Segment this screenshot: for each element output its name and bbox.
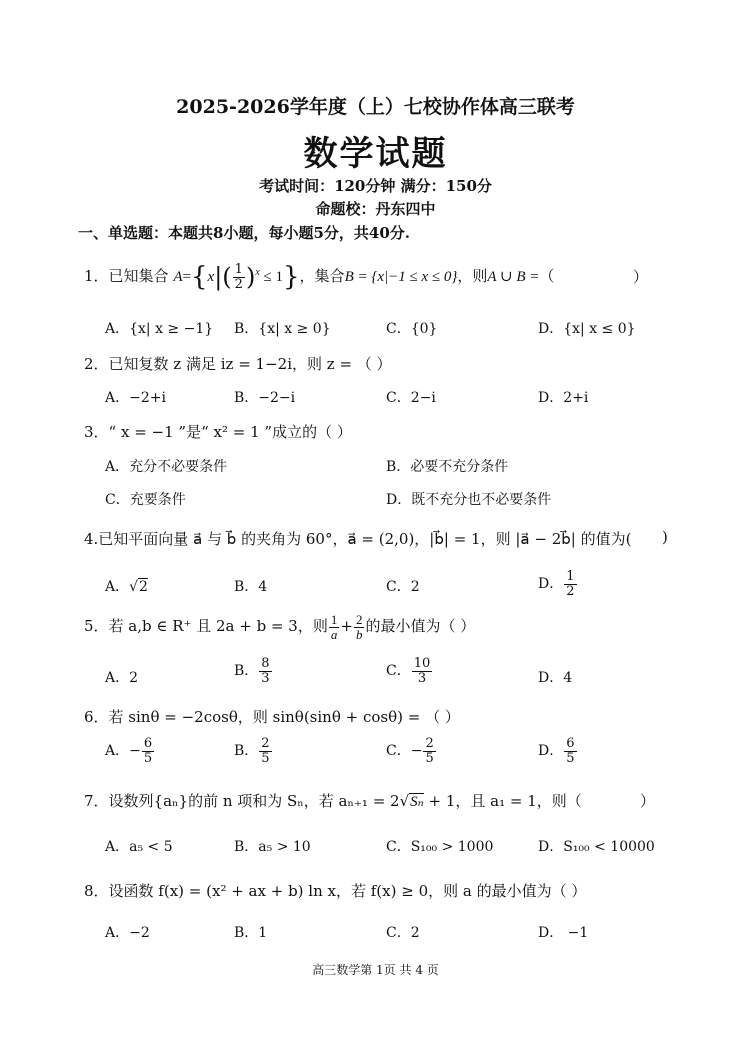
- question-2: 2．已知复数 z 满足 iz = 1−2i，则 z = （ ）: [84, 355, 392, 373]
- question-text: 已知集合: [108, 267, 169, 285]
- fraction: $\frac{10}{3}$: [413, 656, 431, 686]
- option-a[interactable]: A．−2+i: [105, 390, 166, 406]
- option-a[interactable]: A．a₅ < 5: [105, 839, 173, 855]
- subject-title: 数学试题: [303, 134, 448, 174]
- option-b[interactable]: B． $\frac{8}{3}$: [234, 656, 270, 686]
- option-a[interactable]: A．充分不必要条件: [105, 459, 228, 475]
- option-b[interactable]: B．4: [234, 579, 268, 595]
- option-d[interactable]: D．既不充分也不必要条件: [386, 492, 552, 508]
- question-1: 1．已知集合 A={x|( $\frac{1}{2}$ )$^x$ ≤ 1}，集合B = {x|−1 ≤ x ≤ 0}，则A ∪ B =（: [84, 261, 555, 292]
- option-d[interactable]: D． $\frac{1}{2}$: [538, 569, 575, 599]
- option-b[interactable]: B．−2−i: [234, 390, 296, 406]
- set-b: B = {x|−1 ≤ x ≤ 0}: [344, 269, 458, 285]
- option-b[interactable]: B． $\frac{2}{5}$: [234, 736, 270, 766]
- option-a[interactable]: A．2: [105, 670, 139, 686]
- fraction: $\frac{8}{3}$: [261, 656, 270, 686]
- proposing-school: 命题校：丹东四中: [315, 200, 436, 218]
- option-c[interactable]: C．2: [386, 925, 420, 941]
- page-footer: 高三数学第 1页 共 4 页: [312, 963, 439, 977]
- option-b[interactable]: B．1: [234, 925, 268, 941]
- option-c[interactable]: C． $\frac{10}{3}$: [386, 656, 431, 686]
- sqrt-icon: √: [129, 579, 139, 595]
- sqrt-icon: √: [399, 792, 410, 810]
- question-number: 1．: [84, 267, 109, 285]
- fraction: $\frac{1}{a}$: [330, 612, 338, 642]
- option-b[interactable]: B．{x| x ≥ 0}: [234, 321, 331, 337]
- union-expression: A ∪ B =: [487, 269, 540, 285]
- option-a[interactable]: A．{x| x ≥ −1}: [105, 321, 214, 337]
- answer-paren: ): [662, 528, 668, 546]
- exam-time-info: 考试时间：120分钟 满分：150分: [259, 177, 492, 195]
- option-c[interactable]: C．2−i: [386, 390, 436, 406]
- option-c[interactable]: C．2: [386, 579, 420, 595]
- fraction: $\frac{2}{5}$: [261, 736, 270, 766]
- fraction: $\frac{2}{b}$: [355, 612, 363, 642]
- option-c[interactable]: C．充要条件: [105, 492, 186, 508]
- question-5: 5．若 a,b ∈ R⁺ 且 2a + b = 3，则 $\frac{1}{a}$ + $\frac{2}{b}$ 的最小值为（ ）: [84, 612, 476, 642]
- question-8: 8．设函数 f(x) = (x² + ax + b) ln x，若 f(x) ≥ 0，则 a 的最小值为（ ）: [84, 882, 587, 900]
- option-a[interactable]: A．√2: [105, 579, 148, 595]
- option-d[interactable]: D．2+i: [538, 390, 589, 406]
- fraction: $\frac{6}{5}$: [143, 736, 153, 766]
- fraction: $\frac{1}{2}$: [234, 261, 243, 292]
- exam-title: 2025-2026学年度（上）七校协作体高三联考: [176, 96, 575, 118]
- option-a[interactable]: A．−2: [105, 925, 150, 941]
- answer-paren: ）: [640, 792, 656, 810]
- question-3: 3．“ x = −1 ”是“ x² = 1 ”成立的（ ）: [84, 423, 352, 441]
- option-c[interactable]: C．− $\frac{2}{5}$: [386, 736, 434, 766]
- option-d[interactable]: D． $\frac{6}{5}$: [538, 736, 575, 766]
- fraction: $\frac{6}{5}$: [566, 736, 575, 766]
- option-a[interactable]: A．− $\frac{6}{5}$: [105, 736, 153, 766]
- option-b[interactable]: B．a₅ > 10: [234, 839, 311, 855]
- answer-paren: ）: [633, 268, 649, 286]
- option-c[interactable]: C．{0}: [386, 321, 438, 337]
- question-7: 7．设数列{aₙ}的前 n 项和为 Sₙ，若 aₙ₊₁ = 2√Sₙ + 1，且 a₁ = 1，则（: [84, 792, 582, 810]
- option-d[interactable]: D．4: [538, 670, 573, 686]
- option-d[interactable]: D． −1: [538, 925, 589, 941]
- question-6: 6．若 sinθ = −2cosθ，则 sinθ(sinθ + cosθ) = （ ）: [84, 708, 460, 726]
- section-heading: 一、单选题：本题共8小题，每小题5分，共40分.: [78, 224, 410, 242]
- option-d[interactable]: D．S₁₀₀ < 10000: [538, 839, 655, 855]
- option-b[interactable]: B．必要不充分条件: [386, 459, 509, 475]
- fraction: $\frac{1}{2}$: [566, 569, 575, 599]
- option-d[interactable]: D．{x| x ≤ 0}: [538, 321, 636, 337]
- fraction: $\frac{2}{5}$: [425, 736, 434, 766]
- question-4: 4.已知平面向量 a⃗ 与 b⃗ 的夹角为 60°，a⃗ = (2,0)，|b⃗| = 1，则 |a⃗ − 2b⃗| 的值为(: [84, 530, 632, 548]
- option-c[interactable]: C．S₁₀₀ > 1000: [386, 839, 494, 855]
- set-variable: x: [207, 269, 215, 285]
